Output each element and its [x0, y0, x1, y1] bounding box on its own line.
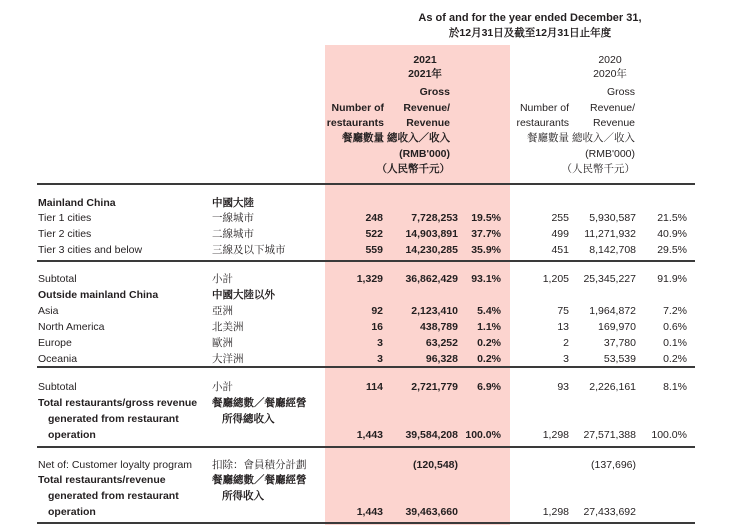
col-2021-rev-label-2: Revenue/ — [403, 102, 450, 114]
row-label-zh: 中國大陸以外 — [212, 289, 275, 301]
cell-2021-revenue: 2,123,410 — [411, 305, 458, 317]
row-label-zh: 餐廳總數／餐廳經營 — [212, 474, 307, 486]
row-label-zh: 二線城市 — [212, 228, 254, 240]
col-2020-num-label-3: 餐廳數量 — [527, 132, 569, 144]
cell-2020-restaurants: 451 — [551, 244, 569, 256]
cell-2021-revenue: 7,728,253 — [411, 212, 458, 224]
row-label-en-cont: generated from restaurant — [48, 413, 179, 425]
col-2020-num-label-1: Number of — [519, 102, 569, 114]
header-title-en: As of and for the year ended December 31, — [418, 12, 642, 24]
cell-2020-percent: 100.0% — [651, 429, 687, 441]
cell-2020-revenue: 8,142,708 — [589, 244, 636, 256]
cell-2020-restaurants: 93 — [557, 381, 569, 393]
cell-2020-percent: 21.5% — [657, 212, 687, 224]
row-label-en: Mainland China — [38, 197, 116, 209]
col-2020-year: 2020 — [598, 54, 622, 66]
row-label-zh: 亞洲 — [212, 305, 233, 317]
cell-2020-restaurants: 1,298 — [542, 506, 569, 518]
row-label-en: Tier 2 cities — [38, 228, 92, 240]
row-label-en-cont: operation — [48, 429, 96, 441]
col-2021-rev-label-5: (RMB'000) — [399, 148, 450, 160]
cell-2020-restaurants: 255 — [551, 212, 569, 224]
cell-2020-restaurants: 1,298 — [542, 429, 569, 441]
cell-2021-percent: 19.5% — [471, 212, 501, 224]
header-title-zh: 於12月31日及截至12月31日止年度 — [448, 27, 612, 39]
cell-2020-restaurants: 3 — [563, 353, 569, 365]
row-label-zh: 三線及以下城市 — [212, 244, 286, 256]
cell-2021-revenue: 438,789 — [420, 321, 458, 333]
cell-2021-restaurants: 16 — [371, 321, 383, 333]
row-label-en-cont: generated from restaurant — [48, 490, 179, 502]
cell-2020-percent: 0.1% — [663, 337, 687, 349]
cell-2021-percent: 35.9% — [471, 244, 501, 256]
cell-2021-percent: 0.2% — [477, 353, 501, 365]
row-label-en: Tier 3 cities and below — [38, 244, 143, 256]
cell-2021-restaurants: 559 — [365, 244, 383, 256]
cell-2021-revenue: 14,230,285 — [405, 244, 458, 256]
row-label-en: Subtotal — [38, 273, 77, 285]
row-label-zh-cont: 所得收入 — [222, 490, 264, 502]
col-2021-rev-label-6: （人民幣千元） — [376, 163, 450, 175]
cell-2020-revenue: 25,345,227 — [583, 273, 636, 285]
cell-2021-restaurants: 1,329 — [356, 273, 383, 285]
cell-2021-revenue: 39,584,208 — [405, 429, 458, 441]
row-label-zh: 一線城市 — [212, 212, 254, 224]
cell-2020-restaurants: 75 — [557, 305, 569, 317]
cell-2020-percent: 0.6% — [663, 321, 687, 333]
cell-2020-revenue: 37,780 — [603, 337, 636, 349]
cell-2021-restaurants: 1,443 — [356, 429, 383, 441]
cell-2020-restaurants: 1,205 — [542, 273, 569, 285]
cell-2020-restaurants: 499 — [551, 228, 569, 240]
cell-2020-revenue: 27,571,388 — [583, 429, 636, 441]
cell-2020-revenue: 1,964,872 — [589, 305, 636, 317]
cell-2020-percent: 91.9% — [657, 273, 687, 285]
cell-2020-percent: 8.1% — [663, 381, 687, 393]
cell-2021-restaurants: 114 — [366, 381, 383, 393]
cell-2020-revenue: 53,539 — [603, 353, 636, 365]
col-2020-rev-label-3: Revenue — [592, 117, 635, 129]
rule-mainland-subtotal — [37, 260, 695, 262]
row-label-zh: 北美洲 — [212, 321, 244, 333]
cell-2021-revenue: 14,903,891 — [405, 228, 458, 240]
row-label-en: Total restaurants/gross revenue — [38, 397, 198, 409]
cell-2021-revenue: 39,463,660 — [405, 506, 458, 518]
cell-2020-percent: 40.9% — [657, 228, 687, 240]
cell-2021-restaurants: 92 — [371, 305, 383, 317]
cell-2021-percent: 0.2% — [477, 337, 501, 349]
row-label-zh-cont: 所得總收入 — [222, 413, 275, 425]
row-label-en: Subtotal — [38, 381, 77, 393]
row-label-en: Total restaurants/revenue — [38, 474, 166, 486]
row-label-en: Asia — [38, 305, 59, 317]
row-label-en: Europe — [38, 337, 72, 349]
row-label-en: North America — [38, 321, 105, 333]
rule-outside-subtotal — [37, 366, 695, 368]
cell-2020-revenue: (137,696) — [591, 459, 636, 471]
row-label-zh: 餐廳總數／餐廳經營 — [212, 397, 307, 409]
col-2020-rev-label-4: 總收入／收入 — [572, 132, 635, 144]
rule-total-revenue — [37, 522, 695, 524]
col-2021-rev-label-4: 總收入／收入 — [387, 132, 450, 144]
cell-2021-revenue: (120,548) — [413, 459, 458, 471]
col-2021-rev-label-3: Revenue — [406, 117, 450, 129]
row-label-zh: 扣除：會員積分計劃 — [212, 459, 307, 471]
rule-total-gross — [37, 446, 695, 448]
header-rule — [37, 183, 695, 185]
row-label-zh: 歐洲 — [212, 337, 233, 349]
cell-2021-percent: 5.4% — [477, 305, 501, 317]
cell-2020-percent: 0.2% — [663, 353, 687, 365]
cell-2020-restaurants: 2 — [563, 337, 569, 349]
row-label-zh: 小計 — [212, 273, 233, 285]
row-label-en-cont: operation — [48, 506, 96, 518]
col-2020-rev-label-1: Gross — [606, 86, 635, 98]
cell-2020-percent: 7.2% — [663, 305, 687, 317]
cell-2021-percent: 100.0% — [465, 429, 501, 441]
cell-2020-revenue: 2,226,161 — [589, 381, 636, 393]
cell-2021-restaurants: 3 — [377, 337, 383, 349]
cell-2021-revenue: 96,328 — [425, 353, 458, 365]
cell-2021-restaurants: 522 — [365, 228, 383, 240]
col-2021-year-zh: 2021年 — [408, 68, 442, 80]
cell-2021-percent: 1.1% — [477, 321, 501, 333]
col-2020-num-label-2: restaurants — [516, 117, 569, 129]
cell-2020-revenue: 5,930,587 — [589, 212, 636, 224]
cell-2020-revenue: 11,271,932 — [584, 228, 636, 240]
row-label-en: Tier 1 cities — [38, 212, 92, 224]
col-2021-rev-label-1: Gross — [419, 86, 450, 98]
col-2020-rev-label-2: Revenue/ — [590, 102, 635, 114]
cell-2021-revenue: 2,721,779 — [411, 381, 458, 393]
row-label-zh: 中國大陸 — [212, 197, 254, 209]
row-label-zh: 小計 — [212, 381, 233, 393]
col-2020-year-zh: 2020年 — [593, 68, 627, 80]
col-2021-year: 2021 — [413, 54, 437, 66]
col-2021-num-label-3: 餐廳數量 — [342, 132, 384, 144]
cell-2021-revenue: 36,862,429 — [405, 273, 458, 285]
cell-2021-restaurants: 1,443 — [356, 506, 383, 518]
cell-2021-restaurants: 248 — [365, 212, 383, 224]
cell-2021-percent: 37.7% — [471, 228, 501, 240]
row-label-en: Outside mainland China — [38, 289, 159, 301]
cell-2020-revenue: 27,433,692 — [583, 506, 636, 518]
cell-2021-percent: 6.9% — [477, 381, 501, 393]
row-label-en: Oceania — [38, 353, 78, 365]
cell-2021-percent: 93.1% — [471, 273, 501, 285]
row-label-zh: 大洋洲 — [212, 353, 244, 365]
row-label-en: Net of: Customer loyalty program — [38, 459, 193, 471]
col-2020-rev-label-6: （人民幣千元） — [561, 163, 635, 175]
cell-2020-percent: 29.5% — [657, 244, 687, 256]
cell-2021-revenue: 63,252 — [425, 337, 458, 349]
cell-2020-restaurants: 13 — [557, 321, 569, 333]
col-2021-num-label-2: restaurants — [326, 117, 384, 129]
cell-2020-revenue: 169,970 — [598, 321, 636, 333]
col-2021-num-label-1: Number of — [331, 102, 384, 114]
col-2020-rev-label-5: (RMB'000) — [585, 148, 635, 160]
cell-2021-restaurants: 3 — [377, 353, 383, 365]
